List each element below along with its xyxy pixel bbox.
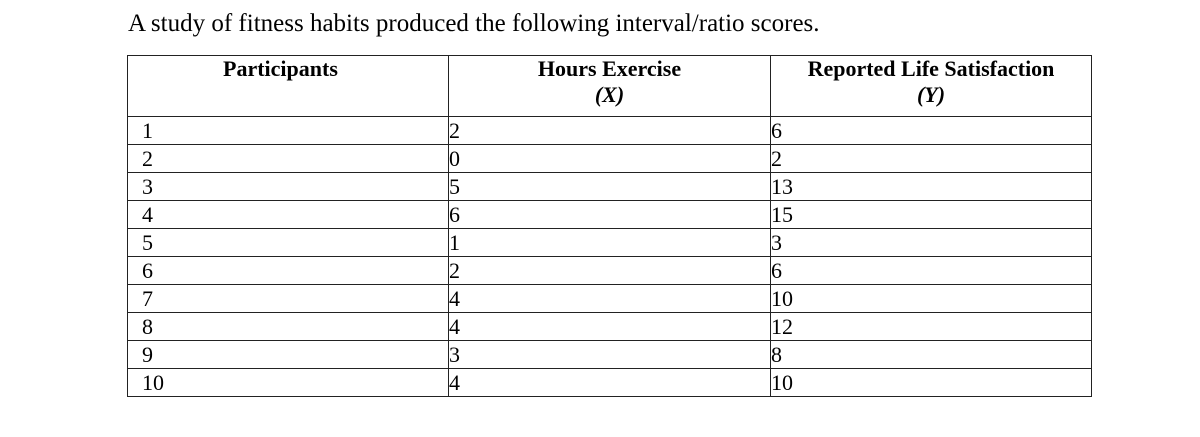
table-row [128, 341, 1092, 369]
scores-table [127, 55, 1092, 397]
cell-participant: 10 [128, 369, 449, 397]
cell-participant: 7 [128, 285, 449, 313]
cell-participant: 2 [128, 145, 449, 173]
cell-life-satisfaction: 8 [771, 341, 1092, 369]
cell-hours-exercise: 2 [449, 117, 771, 145]
cell-hours-exercise: 4 [449, 313, 771, 341]
cell-participant: 3 [128, 173, 449, 201]
header-life-satisfaction [771, 56, 1092, 117]
cell-participant: 1 [128, 117, 449, 145]
cell-hours-exercise: 1 [449, 229, 771, 257]
cell-life-satisfaction: 13 [771, 173, 1092, 201]
table-row [128, 229, 1092, 257]
cell-hours-exercise: 4 [449, 369, 771, 397]
header-participants [128, 56, 449, 117]
table-row [128, 285, 1092, 313]
table-header-row [128, 56, 1092, 117]
table-row [128, 201, 1092, 229]
cell-hours-exercise: 5 [449, 173, 771, 201]
cell-hours-exercise: 6 [449, 201, 771, 229]
header-hours-exercise [449, 56, 771, 117]
cell-life-satisfaction: 3 [771, 229, 1092, 257]
cell-hours-exercise: 0 [449, 145, 771, 173]
table-row [128, 313, 1092, 341]
header-life-satisfaction-symbol: (Y) [916, 82, 946, 107]
cell-life-satisfaction: 12 [771, 313, 1092, 341]
header-life-satisfaction-label: Reported Life Satisfaction [807, 56, 1055, 81]
table-row [128, 257, 1092, 285]
cell-life-satisfaction: 2 [771, 145, 1092, 173]
cell-participant: 4 [128, 201, 449, 229]
cell-life-satisfaction: 6 [771, 117, 1092, 145]
header-participants-label: Participants [223, 56, 338, 81]
cell-life-satisfaction: 10 [771, 285, 1092, 313]
header-hours-exercise-symbol: (X) [594, 82, 625, 107]
cell-participant: 6 [128, 257, 449, 285]
table-row [128, 369, 1092, 397]
intro-text: A study of fitness habits produced the following interval/ratio scores. [128, 10, 820, 37]
cell-life-satisfaction: 15 [771, 201, 1092, 229]
cell-life-satisfaction: 10 [771, 369, 1092, 397]
cell-participant: 5 [128, 229, 449, 257]
table-row [128, 117, 1092, 145]
cell-hours-exercise: 3 [449, 341, 771, 369]
cell-hours-exercise: 4 [449, 285, 771, 313]
cell-hours-exercise: 2 [449, 257, 771, 285]
table-row [128, 173, 1092, 201]
header-hours-exercise-label: Hours Exercise [537, 56, 682, 81]
cell-participant: 9 [128, 341, 449, 369]
cell-life-satisfaction: 6 [771, 257, 1092, 285]
table-row [128, 145, 1092, 173]
cell-participant: 8 [128, 313, 449, 341]
